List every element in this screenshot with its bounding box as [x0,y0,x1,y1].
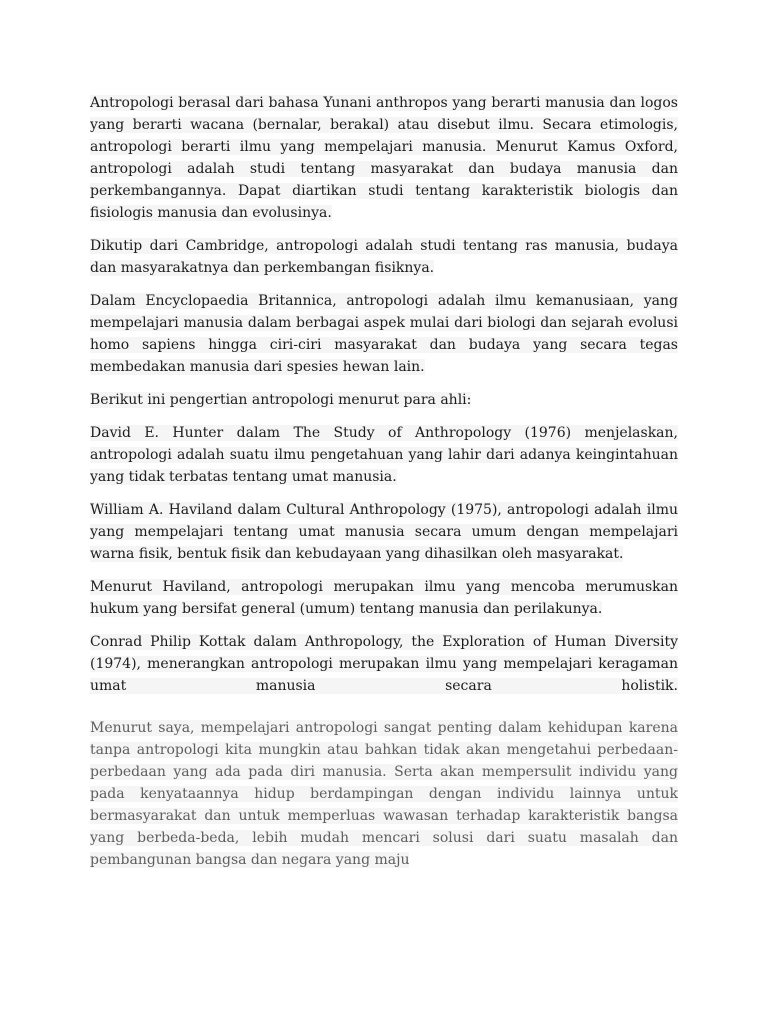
paragraph-haviland-2: Menurut Haviland, antropologi merupakan ilmu yang mencoba merumuskan hukum yang bersifat general (umum) tentang manusia dan perilakunya. [90,579,678,617]
paragraph-etymology: Antropologi berasal dari bahasa Yunani anthropos yang berarti manusia dan logos yang berarti wacana (bernalar, berakal) atau disebut ilmu. Secara etimologis, antropologi berarti ilmu yang mempelajari manusia. Menurut Kamus Oxford, antropologi adalah studi tentang masyarakat dan budaya manusia dan perkembangannya. Dapat diartikan studi tentang karakteristik biologis dan fisiologis manusia dan evolusinya. [90,95,678,221]
paragraph-experts-intro: Berikut ini pengertian antropologi menurut para ahli: [90,392,472,408]
paragraph-haviland-1: William A. Haviland dalam Cultural Anthropology (1975), antropologi adalah ilmu yang mempelajari tentang umat manusia secara umum dengan mempelajari warna fisik, bentuk fisik dan kebudayaan yang dihasilkan oleh masyarakat. [90,502,678,562]
paragraph-cambridge: Dikutip dari Cambridge, antropologi adalah studi tentang ras manusia, budaya dan masyarakatnya dan perkembangan fisiknya. [90,238,678,276]
paragraph-hunter: David E. Hunter dalam The Study of Anthropology (1976) menjelaskan, antropologi adalah suatu ilmu pengetahuan yang lahir dari adanya keingintahuan yang tidak terbatas tentang umat manusia. [90,425,678,485]
paragraph-kottak: Conrad Philip Kottak dalam Anthropology, the Exploration of Human Diversity (1974), menerangkan antropologi merupakan ilmu yang mempelajari keragaman umat manusia secara holistik. [90,634,678,694]
paragraph-britannica: Dalam Encyclopaedia Britannica, antropologi adalah ilmu kemanusiaan, yang mempelajari manusia dalam berbagai aspek mulai dari biologi dan sejarah evolusi homo sapiens hingga ciri-ciri masyarakat dan budaya yang secara tegas membedakan manusia dari spesies hewan lain. [90,293,678,375]
paragraph-opinion: Menurut saya, mempelajari antropologi sangat penting dalam kehidupan karena tanpa antropologi kita mungkin atau bahkan tidak akan mengetahui perbedaan-perbedaan yang ada pada diri manusia. Serta akan mempersulit individu yang pada kenyataannya hidup berdampingan dengan individu lainnya untuk bermasyarakat dan untuk memperluas wawasan terhadap karakteristik bangsa yang berbeda-beda, lebih mudah mencari solusi dari suatu masalah dan pembangunan bangsa dan negara yang maju [90,720,678,868]
